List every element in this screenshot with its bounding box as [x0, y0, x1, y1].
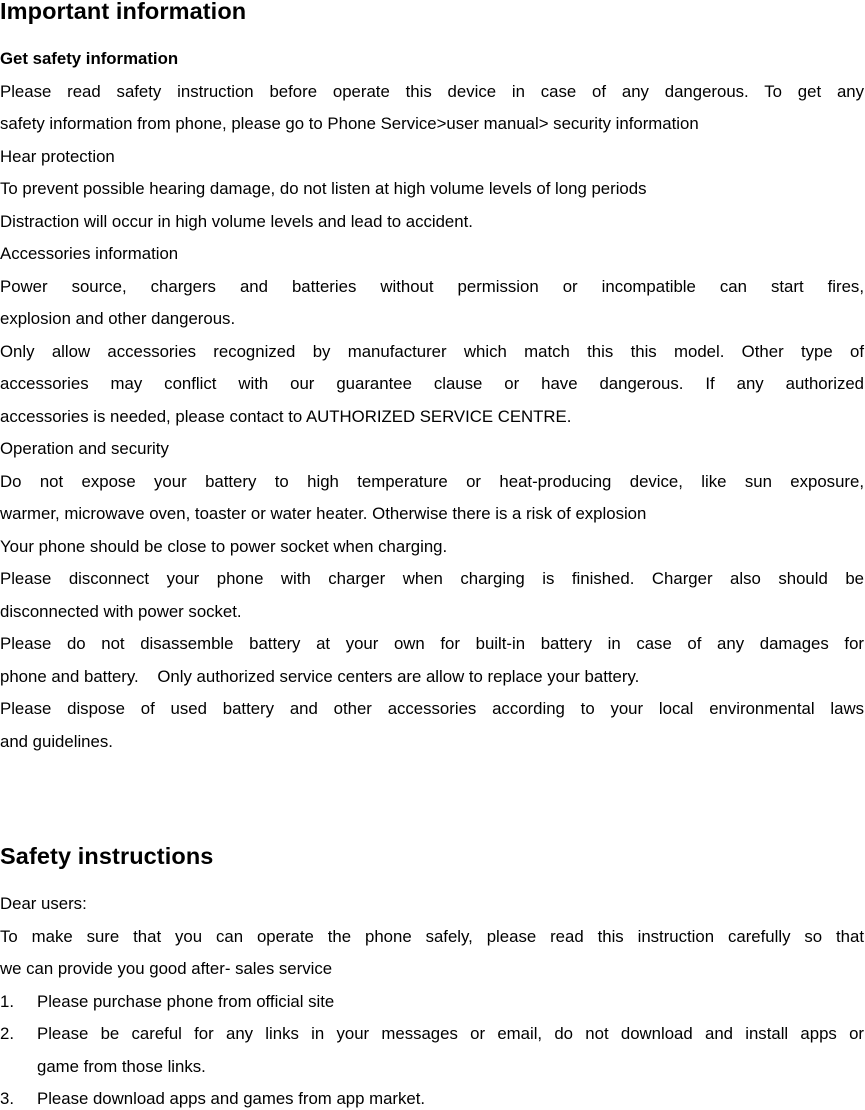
- operation-p1-line-1: Do not expose your battery to high temperature or heat-producing device, like sun exposure,: [0, 472, 864, 491]
- operation-p1-line-2: warmer, microwave oven, toaster or water heater. Otherwise there is a risk of explosion: [0, 504, 647, 523]
- intro-line-1: To make sure that you can operate the phone safely, please read this instruction carefully so that: [0, 927, 864, 946]
- intro-line-2: we can provide you good after- sales service: [0, 959, 333, 978]
- accessories-p2-line-3: accessories is needed, please contact to AUTHORIZED SERVICE CENTRE.: [0, 407, 572, 426]
- greeting: Dear users:: [0, 894, 87, 913]
- get-safety-text-line-1: Please read safety instruction before operate this device in case of any dangerous. To get any: [0, 82, 864, 101]
- operation-p5-line-2: and guidelines.: [0, 732, 113, 751]
- operation-p3-line-2: disconnected with power socket.: [0, 602, 242, 621]
- get-safety-heading: Get safety information: [0, 49, 179, 68]
- hear-protection-line-1: To prevent possible hearing damage, do not listen at high volume levels of long periods: [0, 179, 647, 198]
- hear-protection-line-2: Distraction will occur in high volume levels and lead to accident.: [0, 212, 473, 231]
- operation-p2: Your phone should be close to power socket when charging.: [0, 537, 448, 556]
- hear-protection-heading: Hear protection: [0, 147, 115, 166]
- operation-p3-line-1: Please disconnect your phone with charger when charging is finished. Charger also should be: [0, 569, 864, 588]
- accessories-p1-line-2: explosion and other dangerous.: [0, 309, 236, 328]
- list-item: Please download apps and games from app market.: [37, 1089, 426, 1108]
- list-item: Please be careful for any links in your messages or email, do not download and install apps or: [37, 1024, 864, 1043]
- list-item-continuation: game from those links.: [37, 1057, 206, 1076]
- important-information-title: Important information: [0, 0, 247, 24]
- operation-p4-line-1: Please do not disassemble battery at your own for built-in battery in case of any damages for: [0, 634, 864, 653]
- operation-p5-line-1: Please dispose of used battery and other accessories according to your local environmental laws: [0, 699, 864, 718]
- accessories-p1-line-1: Power source, chargers and batteries without permission or incompatible can start fires,: [0, 277, 864, 296]
- accessories-p2-line-1: Only allow accessories recognized by manufacturer which match this this model. Other type of: [0, 342, 864, 361]
- list-item-number: 2.: [0, 1024, 14, 1043]
- accessories-heading: Accessories information: [0, 244, 179, 263]
- accessories-p2-line-2: accessories may conflict with our guarantee clause or have dangerous. If any authorized: [0, 374, 864, 393]
- operation-heading: Operation and security: [0, 439, 169, 458]
- operation-p4-line-2: phone and battery. Only authorized service centers are allow to replace your battery.: [0, 667, 640, 686]
- get-safety-text-line-2: safety information from phone, please go to Phone Service>user manual> security information: [0, 114, 699, 133]
- list-item-number: 1.: [0, 992, 14, 1011]
- list-item-number: 3.: [0, 1089, 14, 1108]
- safety-instructions-title: Safety instructions: [0, 843, 214, 869]
- list-item: Please purchase phone from official site: [37, 992, 335, 1011]
